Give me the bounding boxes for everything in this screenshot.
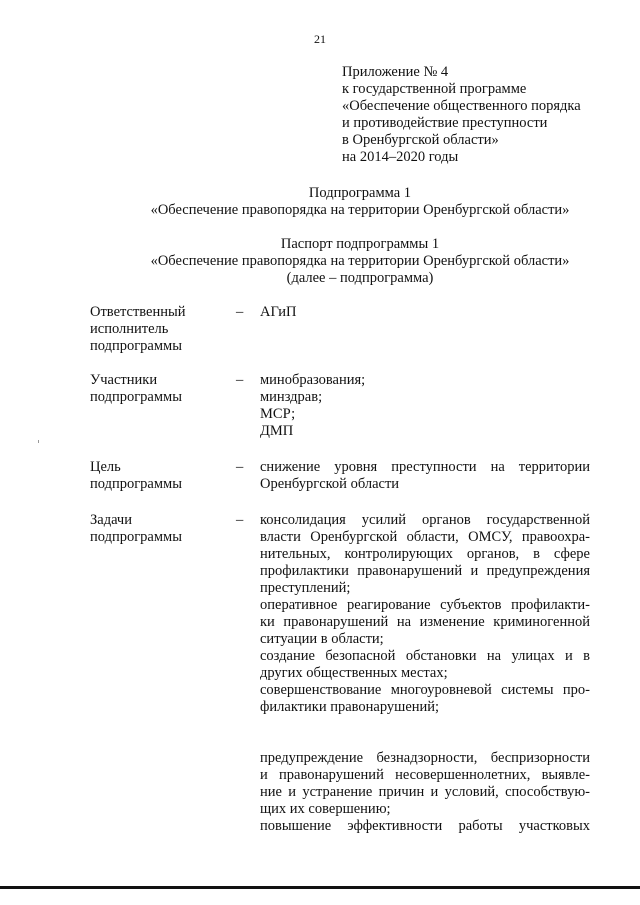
subprogram-name: «Обеспечение правопорядка на территории Оренбургской области» (150, 202, 570, 218)
bottom-rule (0, 886, 640, 889)
subprogram-heading (0, 185, 640, 219)
row-value-line: щих их совершению; (260, 801, 391, 817)
row-value-line: и правонарушений несовершеннолетних, выявле- (260, 767, 590, 783)
row-label-line: Участники (90, 372, 158, 388)
passport-title: Паспорт подпрограммы 1 (280, 236, 440, 252)
scan-mark (38, 440, 39, 443)
appendix-line: «Обеспечение общественного порядка (342, 98, 581, 114)
row-value-line: ки правонарушений на изменение криминогенной (260, 614, 590, 630)
row-label-line: исполнитель (90, 321, 169, 337)
row-label-line: Цель (90, 459, 121, 475)
passport-name: «Обеспечение правопорядка на территории Оренбургской области» (150, 253, 570, 269)
row-value-line: минобразования; (260, 372, 366, 388)
row-value-line: создание безопасной обстановки на улицах и в (260, 648, 590, 664)
row-value-line: других общественных местах; (260, 665, 448, 681)
row-value-line: АГиП (260, 304, 297, 320)
row-label-line: подпрограммы (90, 529, 182, 545)
row-value-line: ДМП (260, 423, 294, 439)
row-value-line: снижение уровня преступности на территории (260, 459, 590, 475)
row-value-line: МСР; (260, 406, 296, 422)
row-value-line: Оренбургской области (260, 476, 400, 492)
row-value (260, 512, 590, 835)
appendix-line: Приложение № 4 (342, 64, 449, 80)
appendix-line: в Оренбургской области» (342, 132, 499, 148)
row-value-line: ситуации в области; (260, 631, 384, 647)
appendix-line: к государственной программе (342, 81, 527, 97)
row-dash: – (236, 304, 244, 320)
row-value-line: преступлений; (260, 580, 351, 596)
row-dash: – (236, 459, 244, 475)
row-label-line: подпрограммы (90, 338, 182, 354)
row-label (90, 372, 230, 406)
row-label-line: подпрограммы (90, 476, 182, 492)
page-number: 21 (314, 32, 326, 46)
row-label-line: Ответственный (90, 304, 186, 320)
subprogram-title: Подпрограмма 1 (308, 185, 412, 201)
row-value-line: минздрав; (260, 389, 323, 405)
row-value-line: нительных, контролирующих органов, в сфере (260, 546, 590, 562)
appendix-line: и противодействие преступности (342, 115, 548, 131)
row-value-line: консолидация усилий органов государственной (260, 512, 590, 528)
row-value-line: профилактики правонарушений и предупреждения (260, 563, 590, 579)
row-value-gap (260, 733, 590, 750)
row-value-line: предупреждение безнадзорности, беспризорности (260, 750, 590, 766)
row-value-line: филактики правонарушений; (260, 699, 440, 715)
passport-note: (далее – подпрограмма) (286, 270, 434, 286)
row-label (90, 459, 230, 493)
row-dash: – (236, 512, 244, 528)
row-value (260, 372, 590, 440)
row-value (260, 304, 590, 321)
row-value-line: власти Оренбургской области, ОМСУ, правоохра- (260, 529, 590, 545)
passport-heading (0, 236, 640, 287)
row-label-line: Задачи (90, 512, 132, 528)
row-value-line: совершенствование многоуровневой системы про- (260, 682, 590, 698)
row-value-gap (260, 716, 590, 733)
row-value-line: оперативное реагирование субъектов профилакти- (260, 597, 590, 613)
row-label (90, 304, 230, 355)
row-value-line: повышение эффективности работы участковых (260, 818, 590, 834)
row-dash: – (236, 372, 244, 388)
appendix-header (342, 64, 632, 166)
row-label-line: подпрограммы (90, 389, 182, 405)
row-value (260, 459, 590, 493)
appendix-line: на 2014–2020 годы (342, 149, 459, 165)
row-label (90, 512, 230, 546)
row-value-line: ние и устранение причин и условий, способствую- (260, 784, 590, 800)
